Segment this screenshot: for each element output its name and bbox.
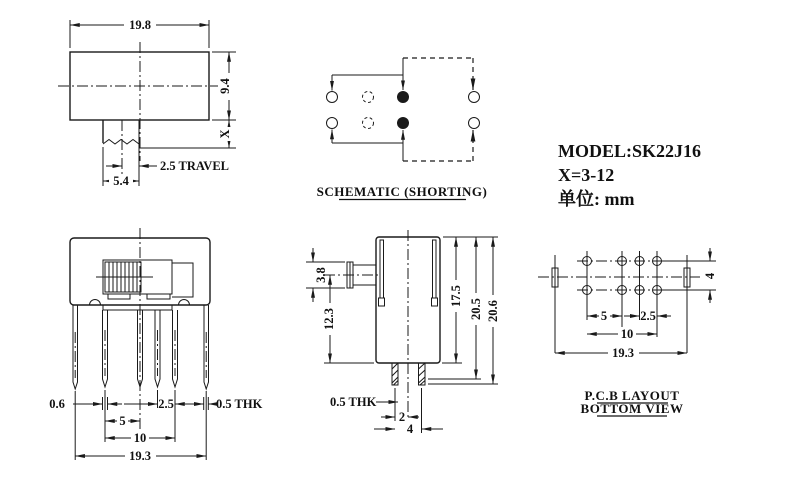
top-view-width-dim: 19.8 (129, 18, 151, 32)
front-thickness-dim: 0.5 THK (216, 397, 263, 411)
unit-note: 单位: mm (558, 189, 635, 209)
model-number: MODEL:SK22J16 (558, 141, 702, 161)
pcb-pitch-dim: 5 (600, 309, 608, 323)
side-thickness-dim: 0.5 THK (330, 395, 377, 409)
pcb-row-pitch-dim: 4 (703, 272, 717, 280)
front-overall-dim: 19.3 (129, 449, 151, 463)
side-height-pin2-dim: 20.6 (486, 300, 500, 322)
pcb-title-line1: P.C.B LAYOUT (584, 388, 680, 403)
front-span-dim: 10 (133, 431, 147, 445)
terminal-common (397, 91, 409, 103)
side-row-pitch-dim: 4 (406, 422, 414, 436)
pcb-labels (581, 388, 684, 416)
front-pitch-small-dim: 2.5 (158, 397, 174, 411)
front-view-pins (73, 305, 209, 389)
mount-notch (90, 300, 101, 306)
pcb-dimensions (555, 248, 717, 360)
side-height-pin1-dim: 20.5 (469, 298, 483, 320)
pcb-overall-dim: 19.3 (612, 346, 634, 360)
x-range: X=3-12 (558, 165, 615, 185)
terminal-open (327, 92, 338, 103)
schematic-view (317, 58, 488, 200)
top-view-centerlines (58, 42, 222, 176)
title-block (558, 141, 701, 209)
pcb-title-line2: BOTTOM VIEW (580, 401, 684, 416)
top-view (58, 18, 236, 188)
side-height-body-dim: 17.5 (449, 285, 463, 307)
terminal-open (469, 92, 480, 103)
terminal-phantom (363, 118, 374, 129)
top-view-travel-dim: 2.5 TRAVEL (160, 159, 230, 173)
schematic-terminals (327, 91, 480, 129)
break-zigzag (103, 140, 139, 145)
side-view-outline (347, 237, 440, 363)
top-view-knob-width-dim: 5.4 (113, 174, 129, 188)
terminal-open (469, 118, 480, 129)
pcb-layout-view (538, 248, 717, 416)
terminal-common (397, 117, 409, 129)
top-view-height-dim: 9.4 (218, 78, 232, 94)
front-pin-width-dim: 0.6 (49, 397, 65, 411)
pcb-span-dim: 10 (620, 327, 634, 341)
schematic-title: SCHEMATIC (SHORTING) (316, 184, 488, 199)
front-pitch-dim: 5 (119, 414, 126, 428)
pcb-centerlines (538, 261, 700, 290)
mount-notch (179, 300, 190, 306)
pcb-pitch-small-dim: 2.5 (640, 309, 656, 323)
schematic-wiring (332, 58, 473, 161)
terminal-phantom (363, 92, 374, 103)
front-view (49, 228, 262, 463)
side-knob-height-dim: 3.8 (314, 267, 328, 283)
front-view-dimensions (49, 390, 262, 463)
terminal-open (327, 118, 338, 129)
top-view-x-dim: X (218, 129, 232, 139)
top-view-dimensions (70, 18, 236, 188)
side-body-height-dim: 12.3 (322, 308, 336, 330)
side-pin-offset-dim: 2 (398, 410, 406, 424)
side-view-dimensions (306, 237, 500, 436)
side-view (306, 230, 500, 436)
